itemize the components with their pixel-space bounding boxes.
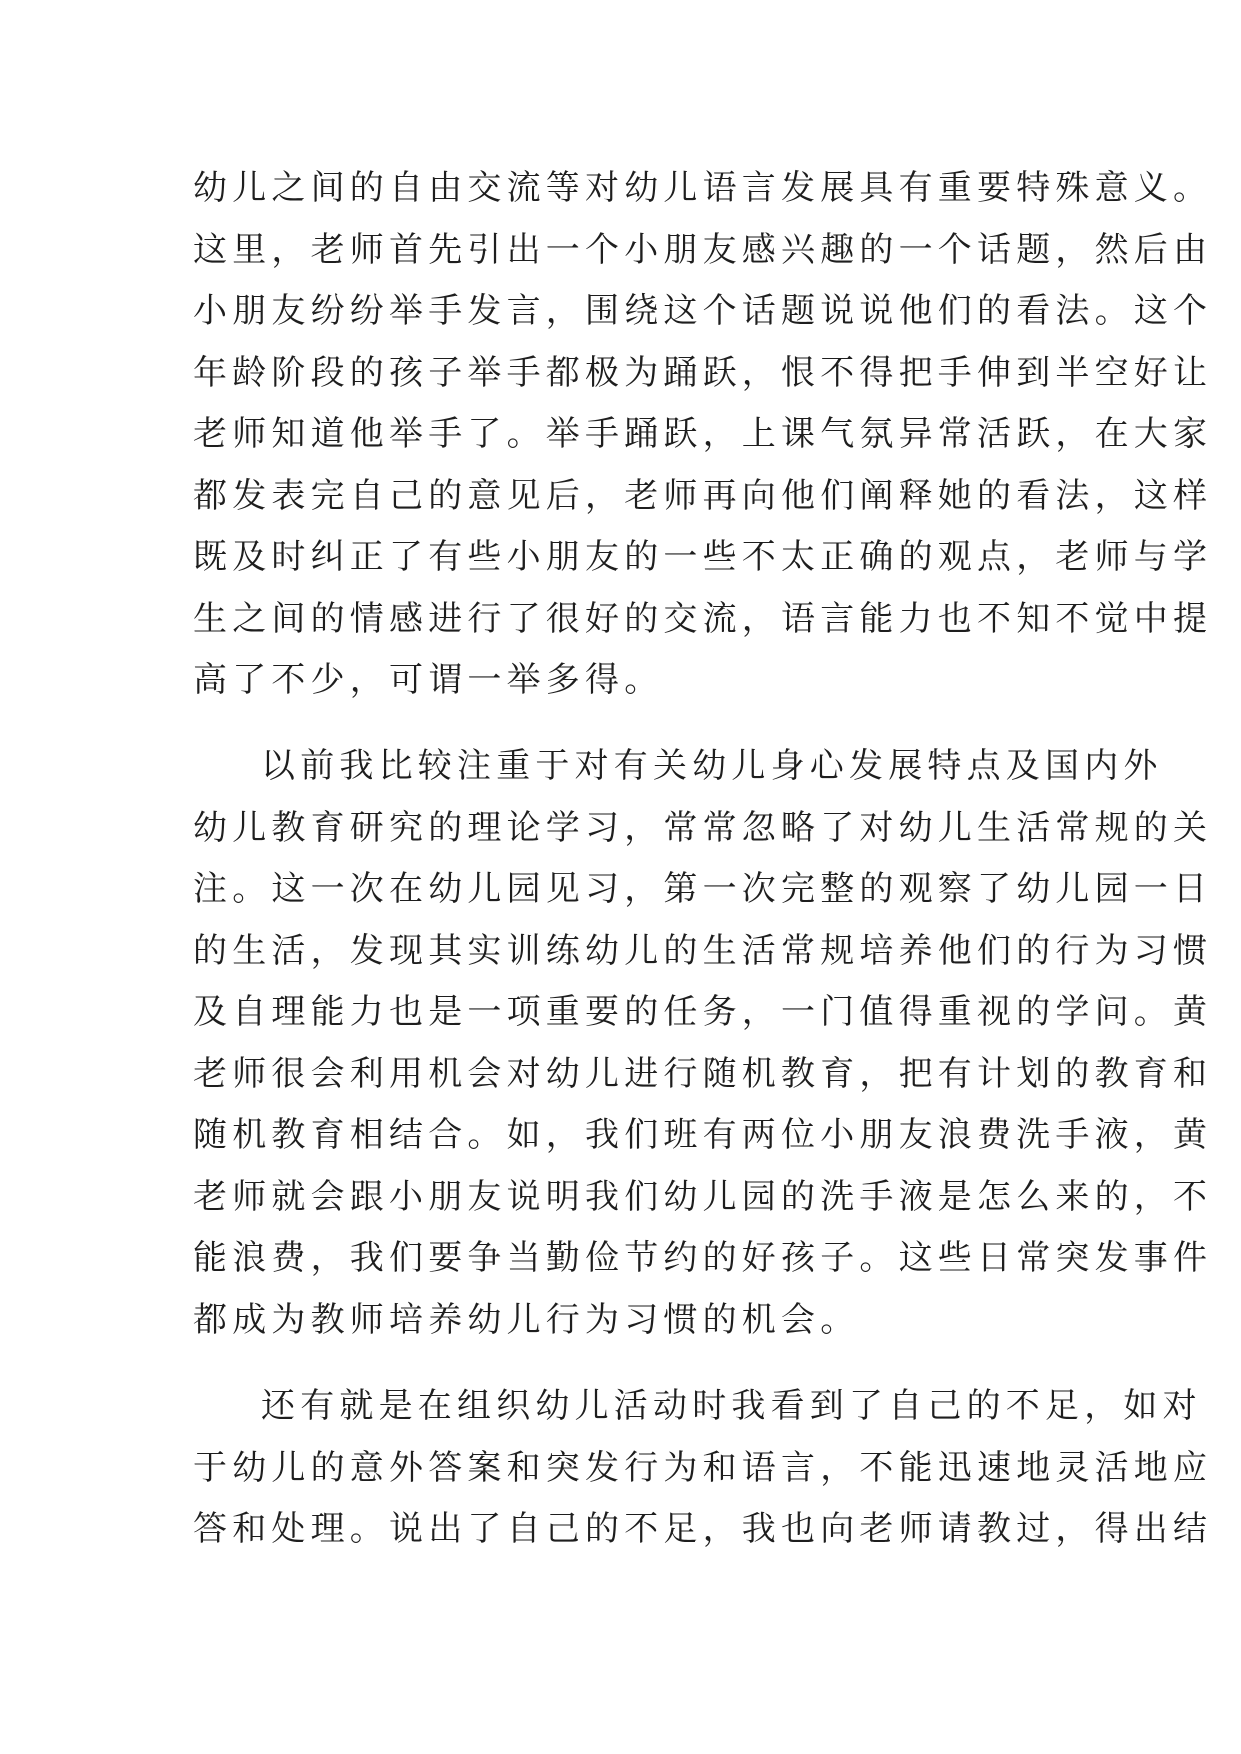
text-line: 年龄阶段的孩子举手都极为踊跃，恨不得把手伸到半空好让 <box>193 352 1213 393</box>
text-line: 老师知道他举手了。举手踊跃，上课气氛异常活跃，在大家 <box>193 414 1213 454</box>
text-line: 幼儿教育研究的理论学习，常常忽略了对幼儿生活常规的关 <box>193 807 1213 848</box>
text-line: 能浪费，我们要争当勤俭节约的好孩子。这些日常突发事件 <box>193 1238 1213 1278</box>
text-line: 及自理能力也是一项重要的任务，一门值得重视的学问。黄 <box>193 992 1213 1032</box>
paragraph-3 <box>193 1376 1213 1561</box>
text-line: 小朋友纷纷举手发言，围绕这个话题说说他们的看法。这个 <box>193 291 1213 331</box>
text-line: 都发表完自己的意见后，老师再向他们阐释她的看法，这样 <box>193 475 1213 516</box>
text-line: 老师就会跟小朋友说明我们幼儿园的洗手液是怎么来的，不 <box>193 1176 1213 1217</box>
text-line: 还有就是在组织幼儿活动时我看到了自己的不足，如对 <box>261 1386 1202 1426</box>
text-line: 这里，老师首先引出一个小朋友感兴趣的一个话题，然后由 <box>193 229 1213 270</box>
text-line: 以前我比较注重于对有关幼儿身心发展特点及国内外 <box>261 746 1163 786</box>
text-line: 随机教育相结合。如，我们班有两位小朋友浪费洗手液，黄 <box>193 1115 1213 1155</box>
text-line: 高了不少，可谓一举多得。 <box>193 660 664 700</box>
text-line: 于幼儿的意外答案和突发行为和语言，不能迅速地灵活地应 <box>193 1447 1213 1488</box>
text-line: 的生活，发现其实训练幼儿的生活常规培养他们的行为习惯 <box>193 930 1213 971</box>
text-line: 注。这一次在幼儿园见习，第一次完整的观察了幼儿园一日 <box>193 869 1213 909</box>
text-line: 既及时纠正了有些小朋友的一些不太正确的观点，老师与学 <box>193 537 1213 577</box>
text-line: 幼儿之间的自由交流等对幼儿语言发展具有重要特殊意义。 <box>193 168 1213 208</box>
text-line: 都成为教师培养幼儿行为习惯的机会。 <box>193 1299 860 1340</box>
text-line: 答和处理。说出了自己的不足，我也向老师请教过，得出结 <box>193 1509 1213 1549</box>
paragraph-2 <box>193 736 1213 1351</box>
text-line: 老师很会利用机会对幼儿进行随机教育，把有计划的教育和 <box>193 1053 1213 1094</box>
text-line: 生之间的情感进行了很好的交流，语言能力也不知不觉中提 <box>193 598 1213 639</box>
paragraph-1 <box>193 158 1213 712</box>
